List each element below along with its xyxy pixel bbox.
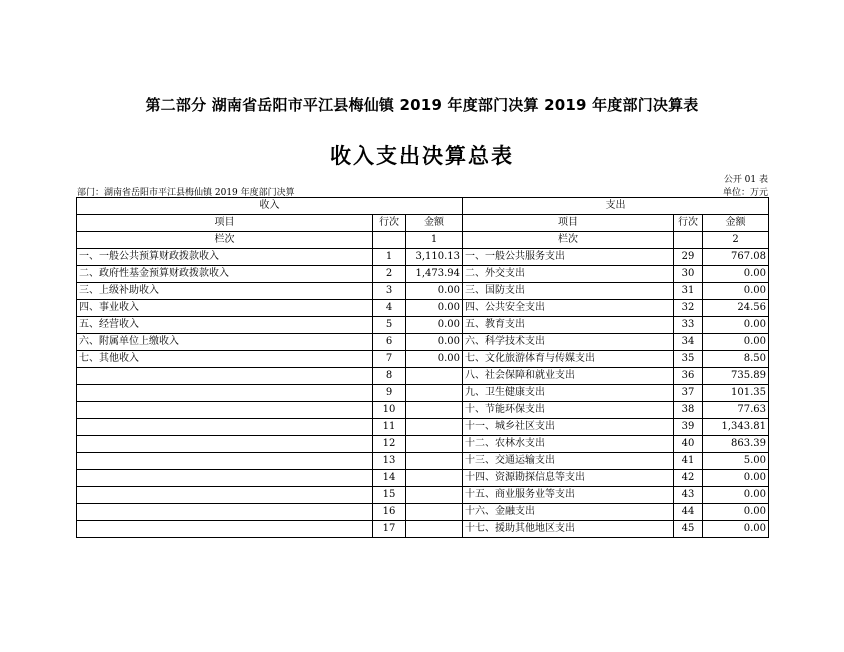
table-row [77,419,769,436]
expense-row-no-cell: 40 [674,436,703,453]
expense-item-cell: 九、卫生健康支出 [463,385,674,402]
expense-amount-cell: 0.00 [703,521,769,538]
department-line: 部门：湖南省岳阳市平江县梅仙镇 2019 年度部门决算 [77,188,295,198]
lanci-number-expense: 2 [703,232,769,249]
expense-amount-cell: 77.63 [703,402,769,419]
unit-line: 单位：万元 [722,188,768,198]
income-item-cell: 五、经营收入 [77,317,373,334]
table-row [77,368,769,385]
table-row [77,470,769,487]
income-item-cell: 二、政府性基金预算财政拨款收入 [77,266,373,283]
income-amount-cell [406,487,463,504]
income-item-cell [77,487,373,504]
income-row-no-cell: 10 [373,402,406,419]
income-expense-table [76,197,769,538]
income-item-cell [77,368,373,385]
income-row-no-cell: 12 [373,436,406,453]
table-row [77,249,769,266]
expense-item-cell: 七、文化旅游体育与传媒支出 [463,351,674,368]
expense-row-no-cell: 43 [674,487,703,504]
income-item-cell: 一、一般公共预算财政拨款收入 [77,249,373,266]
income-amount-cell [406,504,463,521]
expense-row-no-cell: 42 [674,470,703,487]
table-row [77,351,769,368]
lanci-label-expense: 栏次 [463,232,674,249]
income-item-cell: 四、事业收入 [77,300,373,317]
income-amount-cell: 3,110.13 [406,249,463,266]
income-amount-cell [406,436,463,453]
col-header-amount: 金额 [406,215,463,232]
table-column-header-row [77,215,769,232]
income-item-cell [77,504,373,521]
table-row [77,487,769,504]
expense-amount-cell: 0.00 [703,504,769,521]
table-row [77,317,769,334]
expense-row-no-cell: 35 [674,351,703,368]
expense-header: 支出 [463,198,769,215]
table-row [77,402,769,419]
col-header-amount-expense: 金额 [703,215,769,232]
table-row [77,436,769,453]
income-item-cell [77,436,373,453]
expense-amount-cell: 0.00 [703,487,769,504]
expense-item-cell: 十一、城乡社区支出 [463,419,674,436]
expense-item-cell: 四、公共安全支出 [463,300,674,317]
income-row-no-cell: 1 [373,249,406,266]
form-code: 公开 01 表 [723,175,768,185]
expense-amount-cell: 0.00 [703,334,769,351]
expense-amount-cell: 8.50 [703,351,769,368]
income-row-no-cell: 14 [373,470,406,487]
income-item-cell [77,419,373,436]
expense-row-no-cell: 30 [674,266,703,283]
table-lanci-row [77,232,769,249]
expense-item-cell: 十三、交通运输支出 [463,453,674,470]
table-row [77,283,769,300]
income-row-no-cell: 17 [373,521,406,538]
expense-row-no-cell: 39 [674,419,703,436]
expense-row-no-cell: 41 [674,453,703,470]
lanci-empty-cell [674,232,703,249]
income-row-no-cell: 7 [373,351,406,368]
income-amount-cell [406,470,463,487]
income-item-cell [77,470,373,487]
table-row [77,521,769,538]
income-item-cell [77,453,373,470]
expense-item-cell: 六、科学技术支出 [463,334,674,351]
expense-item-cell: 三、国防支出 [463,283,674,300]
lanci-label-income: 栏次 [77,232,373,249]
expense-item-cell: 一、一般公共服务支出 [463,249,674,266]
expense-row-no-cell: 33 [674,317,703,334]
expense-item-cell: 十、节能环保支出 [463,402,674,419]
expense-row-no-cell: 44 [674,504,703,521]
table-row [77,385,769,402]
expense-item-cell: 十四、资源勘探信息等支出 [463,470,674,487]
income-row-no-cell: 6 [373,334,406,351]
income-amount-cell [406,402,463,419]
income-amount-cell: 1,473.94 [406,266,463,283]
income-item-cell: 七、其他收入 [77,351,373,368]
expense-amount-cell: 24.56 [703,300,769,317]
col-header-item-expense: 项目 [463,215,674,232]
expense-row-no-cell: 32 [674,300,703,317]
expense-item-cell: 十七、援助其他地区支出 [463,521,674,538]
income-row-no-cell: 4 [373,300,406,317]
section-header: 第二部分 湖南省岳阳市平江县梅仙镇 2019 年度部门决算 2019 年度部门决算表 [145,96,699,114]
col-header-row-no-expense: 行次 [674,215,703,232]
expense-item-cell: 十二、农林水支出 [463,436,674,453]
income-header: 收入 [77,198,463,215]
expense-amount-cell: 735.89 [703,368,769,385]
income-row-no-cell: 8 [373,368,406,385]
income-amount-cell [406,368,463,385]
expense-row-no-cell: 29 [674,249,703,266]
income-row-no-cell: 3 [373,283,406,300]
expense-amount-cell: 863.39 [703,436,769,453]
table-row [77,334,769,351]
income-item-cell [77,521,373,538]
table-row [77,300,769,317]
income-amount-cell: 0.00 [406,351,463,368]
col-header-row-no: 行次 [373,215,406,232]
lanci-number-income: 1 [406,232,463,249]
income-item-cell [77,402,373,419]
expense-amount-cell: 1,343.81 [703,419,769,436]
expense-item-cell: 二、外交支出 [463,266,674,283]
income-row-no-cell: 15 [373,487,406,504]
income-amount-cell [406,419,463,436]
expense-row-no-cell: 38 [674,402,703,419]
income-amount-cell [406,385,463,402]
income-item-cell: 六、附属单位上缴收入 [77,334,373,351]
expense-item-cell: 十五、商业服务业等支出 [463,487,674,504]
income-amount-cell: 0.00 [406,334,463,351]
income-row-no-cell: 11 [373,419,406,436]
expense-amount-cell: 0.00 [703,283,769,300]
income-amount-cell: 0.00 [406,283,463,300]
income-row-no-cell: 16 [373,504,406,521]
expense-row-no-cell: 36 [674,368,703,385]
expense-item-cell: 五、教育支出 [463,317,674,334]
table-row [77,504,769,521]
expense-amount-cell: 101.35 [703,385,769,402]
expense-row-no-cell: 34 [674,334,703,351]
expense-item-cell: 八、社会保障和就业支出 [463,368,674,385]
income-amount-cell: 0.00 [406,317,463,334]
income-item-cell: 三、上级补助收入 [77,283,373,300]
table-row [77,266,769,283]
income-amount-cell [406,521,463,538]
income-row-no-cell: 9 [373,385,406,402]
expense-amount-cell: 0.00 [703,266,769,283]
col-header-item: 项目 [77,215,373,232]
income-row-no-cell: 5 [373,317,406,334]
expense-row-no-cell: 31 [674,283,703,300]
income-row-no-cell: 2 [373,266,406,283]
expense-amount-cell: 0.00 [703,317,769,334]
page-title: 收入支出决算总表 [330,144,514,168]
income-row-no-cell: 13 [373,453,406,470]
income-amount-cell: 0.00 [406,300,463,317]
income-item-cell [77,385,373,402]
income-amount-cell [406,453,463,470]
expense-row-no-cell: 37 [674,385,703,402]
expense-item-cell: 十六、金融支出 [463,504,674,521]
table-group-header-row [77,198,769,215]
table-row [77,453,769,470]
expense-amount-cell: 767.08 [703,249,769,266]
expense-amount-cell: 5.00 [703,453,769,470]
expense-row-no-cell: 45 [674,521,703,538]
expense-amount-cell: 0.00 [703,470,769,487]
lanci-empty-cell [373,232,406,249]
